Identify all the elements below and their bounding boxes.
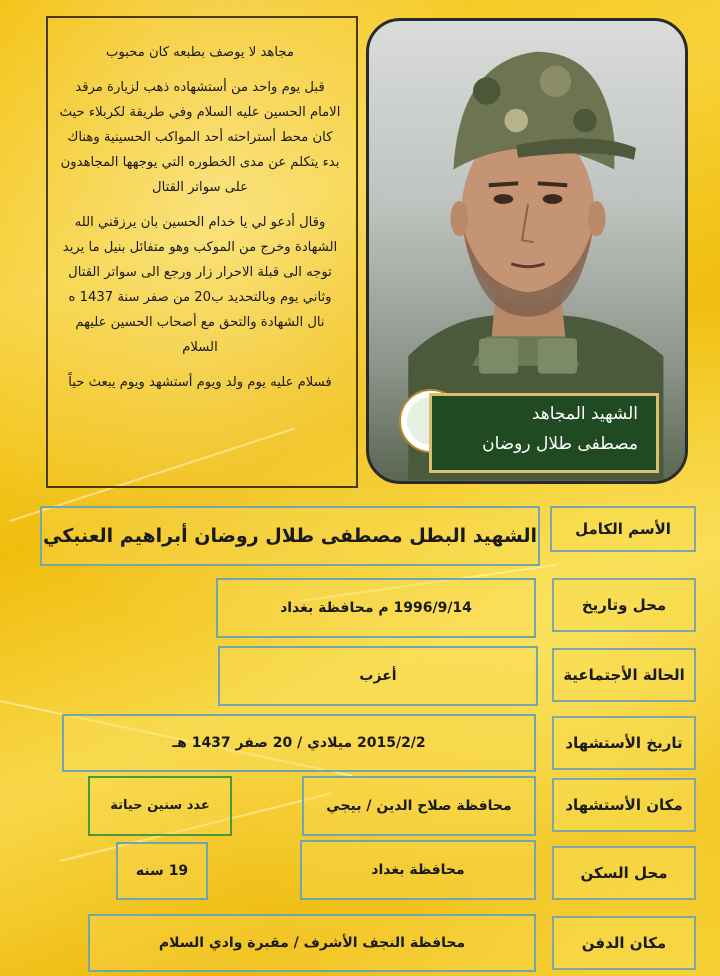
bio-paragraph-4: فسلام عليه يوم ولد ويوم أستشهد ويوم يبعث حياً (68, 375, 332, 390)
martyr-photo-card (366, 18, 688, 484)
birth-label: محل وتاريخ (552, 578, 696, 632)
name-banner (429, 393, 659, 473)
martyrdom-date-value: 2015/2/2 ميلادي / 20 صفر 1437 هـ (62, 714, 536, 772)
biography-box (46, 16, 358, 488)
bio-paragraph-3: وقال أدعو لي يا خدام الحسين بان يرزقني الله الشهادة وخرج من الموكب وهو متفائل بنيل ما يريد توجه الى قبلة الاحرار زار ورجع الى سواتر القتال وثاني يوم وبالتحديد ب20 من صفر سنة 1437 ه نال الشهادة والتحق مع أصحاب الحسين عليهم السلام (62, 215, 338, 355)
residence-value: محافظة بغداد (300, 840, 536, 900)
birth-value: 1996/9/14 م محافظة بغداد (216, 578, 536, 638)
martyrdom-place-value: محافظة صلاح الدين / بيجي (302, 776, 536, 836)
marital-status-value: أعزب (218, 646, 538, 706)
burial-place-value: محافظة النجف الأشرف / مقبرة وادي السلام (88, 914, 536, 972)
burial-place-label: مكان الدفن (552, 916, 696, 970)
life-years-label: عدد سنين حياتة (88, 776, 232, 836)
age-value: 19 سنه (116, 842, 208, 900)
martyrdom-date-label: تاريخ الأستشهاد (552, 716, 696, 770)
marital-status-label: الحالة الأجتماعية (552, 648, 696, 702)
bio-paragraph-2: قبل يوم واحد من أستشهاده ذهب لزيارة مرقد الامام الحسين عليه السلام وفي طريقة لكربلاء حيث كان محط أستراحته أحد المواكب الحسينية وهناك بدء يتكلم عن مدى الخطوره التي يوجهها المجاهدون على سواتر القتال (59, 80, 341, 195)
bio-paragraph-1: مجاهد لا يوصف بطبعه كان محبوب (106, 45, 294, 60)
residence-label: محل السكن (552, 846, 696, 900)
banner-title: الشهيد المجاهد (531, 404, 638, 424)
banner-name: مصطفى طلال روضان (482, 434, 638, 454)
full-name-label: الأسم الكامل (550, 506, 696, 552)
martyrdom-place-label: مكان الأستشهاد (552, 778, 696, 832)
full-name-value: الشهيد البطل مصطفى طلال روضان أبراهيم العنبكي (40, 506, 540, 566)
